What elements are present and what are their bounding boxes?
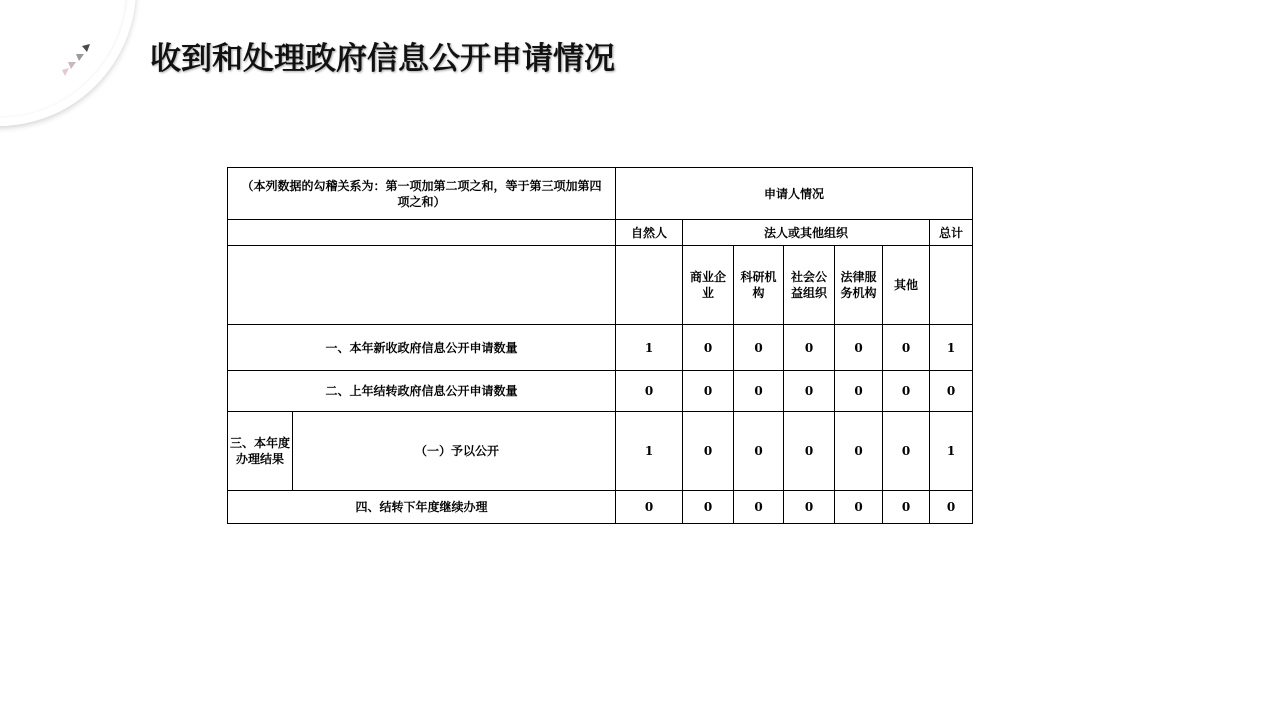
- table-cell: 0: [835, 371, 883, 412]
- table-row: [228, 325, 973, 371]
- table-row: [228, 491, 973, 524]
- table-row: [228, 412, 973, 491]
- table-cell: 0: [784, 325, 835, 371]
- table-row: [228, 371, 973, 412]
- empty-cell: [616, 246, 683, 325]
- row-label: 二、上年结转政府信息公开申请数量: [228, 371, 616, 412]
- table-cell: 0: [883, 491, 930, 524]
- table-cell: 0: [683, 325, 734, 371]
- table-cell: 0: [734, 491, 784, 524]
- table-cell: 0: [683, 371, 734, 412]
- table-note: （本列数据的勾稽关系为：第一项加第二项之和，等于第三项加第四项之和）: [228, 168, 616, 220]
- row-label: 四、结转下年度继续办理: [228, 491, 616, 524]
- org-type-other: 其他: [883, 246, 930, 325]
- empty-cell: [228, 220, 616, 246]
- table-cell: 0: [930, 491, 973, 524]
- table-cell: 0: [835, 412, 883, 491]
- table-cell: 0: [883, 412, 930, 491]
- natural-person-header: 自然人: [616, 220, 683, 246]
- empty-cell: [228, 246, 616, 325]
- org-type-research: 科研机构: [734, 246, 784, 325]
- table-cell: 0: [930, 371, 973, 412]
- table-cell: 0: [734, 412, 784, 491]
- row-label: （一）予以公开: [293, 412, 616, 491]
- table-cell: 0: [835, 491, 883, 524]
- row-label: 一、本年新收政府信息公开申请数量: [228, 325, 616, 371]
- empty-cell: [930, 246, 973, 325]
- table-cell: 1: [930, 325, 973, 371]
- table-cell: 0: [883, 325, 930, 371]
- row-group-label: 三、本年度办理结果: [228, 412, 293, 491]
- table-cell: 1: [616, 325, 683, 371]
- table-cell: 0: [734, 325, 784, 371]
- table-cell: 0: [683, 412, 734, 491]
- table-cell: 0: [784, 371, 835, 412]
- info-disclosure-table: [227, 167, 973, 524]
- org-type-legal-service: 法律服务机构: [835, 246, 883, 325]
- table-subheader-row: [228, 220, 973, 246]
- table-cell: 0: [835, 325, 883, 371]
- table-cell: 0: [616, 371, 683, 412]
- org-type-commercial: 商业企业: [683, 246, 734, 325]
- table-org-type-row: [228, 246, 973, 325]
- table-cell: 0: [616, 491, 683, 524]
- table-cell: 0: [683, 491, 734, 524]
- org-type-public-welfare: 社会公益组织: [784, 246, 835, 325]
- table-cell: 0: [784, 491, 835, 524]
- table-cell: 0: [784, 412, 835, 491]
- table-cell: 0: [883, 371, 930, 412]
- table-cell: 1: [616, 412, 683, 491]
- bunting-flags-icon: [58, 40, 98, 80]
- table-cell: 0: [734, 371, 784, 412]
- table-cell: 1: [930, 412, 973, 491]
- page-title: 收到和处理政府信息公开申请情况: [150, 41, 615, 77]
- table-header-row: [228, 168, 973, 220]
- total-header: 总计: [930, 220, 973, 246]
- applicant-header: 申请人情况: [616, 168, 973, 220]
- legal-org-header: 法人或其他组织: [683, 220, 930, 246]
